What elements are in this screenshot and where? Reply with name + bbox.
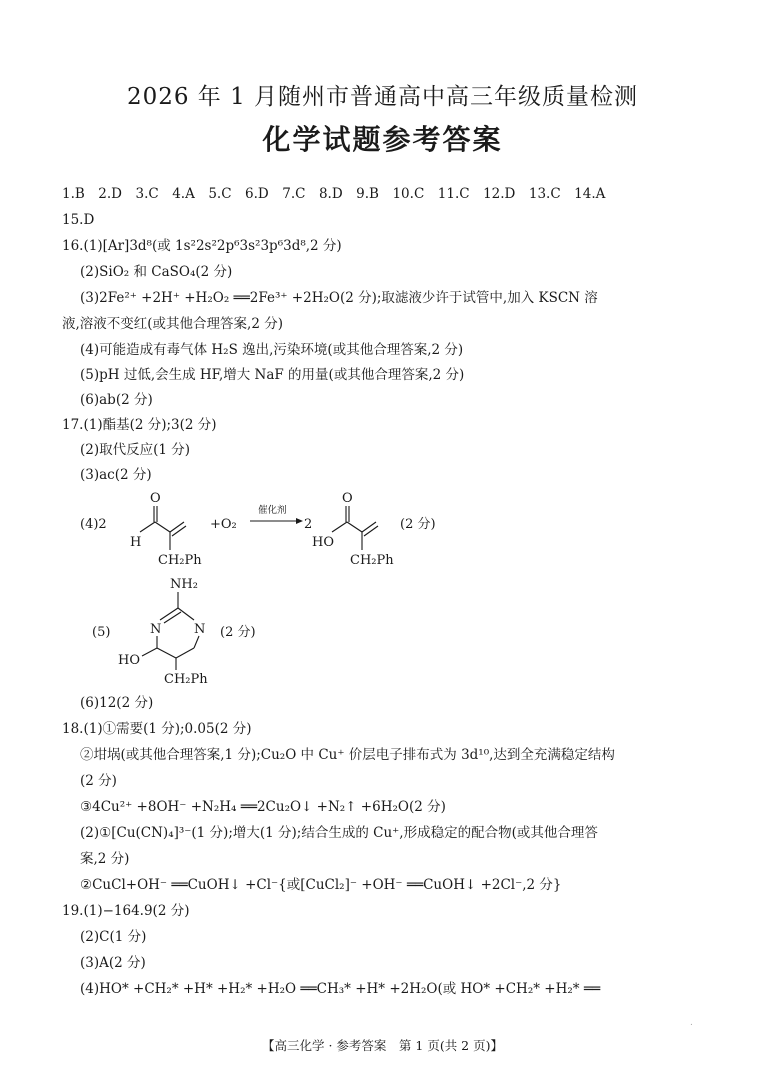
q17-part6: (6)12(2 分) [80,695,154,711]
aldehyde-oxygen: O [150,491,161,506]
q18-part3: ③4Cu²⁺ +8OH⁻ +N₂H₄ ══2Cu₂O↓ +N₂↑ +6H₂O(2 分) [80,799,446,815]
q16-part3a: (3)2Fe²⁺ +2H⁺ +H₂O₂ ══2Fe³⁺ +2H₂O(2 分);取滤液少许于试管中,加入 KSCN 溶 [80,290,598,306]
ring-hydroxyl: HO [118,653,140,668]
ring-nh2: NH₂ [170,577,198,592]
q17-part5-score: (2 分) [220,625,256,640]
q19-part3: (3)A(2 分) [80,955,146,971]
q16-part3b: 液,溶液不变红(或其他合理答案,2 分) [62,316,283,332]
q17-part4-score: (2 分) [400,517,436,532]
q18-part2a: ②坩埚(或其他合理答案,1 分);Cu₂O 中 Cu⁺ 价层电子排布式为 3d¹⁰,达到全充满稳定结构 [80,747,615,763]
ring-ch2ph: CH₂Ph [164,672,208,687]
q19-part4: (4)HO* +CH₂* +H* +H₂* +H₂O ══CH₃* +H* +2H₂O(或 HO* +CH₂* +H₂* ══ [80,981,601,997]
q16-part1: 16.(1)[Ar]3d⁸(或 1s²2s²2p⁶3s²3p⁶3d⁸,2 分) [62,238,342,254]
aldehyde-ch2ph: CH₂Ph [158,553,202,568]
q16-part6: (6)ab(2 分) [80,392,153,408]
q18-part1: 18.(1)①需要(1 分);0.05(2 分) [62,721,252,737]
product-coefficient: 2 [304,517,313,532]
acid-structure [312,491,394,568]
ring-n-left: N [150,622,162,637]
ring-n-right: N [194,622,206,637]
q18-part5: ②CuCl+OH⁻ ══CuOH↓ +Cl⁻{或[CuCl₂]⁻ +OH⁻ ══CuOH↓ +2Cl⁻,2 分} [80,877,562,893]
q16-part5: (5)pH 过低,会生成 HF,增大 NaF 的用量(或其他合理答案,2 分) [80,367,465,383]
oxygen-reagent: +O₂ [210,517,237,532]
q18-part4a: (2)①[Cu(CN)₄]³⁻(1 分);增大(1 分);结合生成的 Cu⁺,形成稳定的配合物(或其他合理答 [80,825,598,841]
page-footer: 【高三化学 · 参考答案 第 1 页(共 2 页)】 [262,1038,503,1053]
acid-ch2ph: CH₂Ph [350,553,394,568]
q17-part5-prefix: (5) [92,625,111,640]
acid-hydroxyl: HO [312,535,334,550]
aldehyde-structure [130,491,202,568]
q17-part4-prefix: (4)2 [80,517,107,532]
answer-title: 化学试题参考答案 [262,123,503,156]
q18-part4b: 案,2 分) [80,851,130,867]
reaction-equation [78,488,478,570]
mc-answers-line2: 15.D [62,212,95,228]
corner-mark: . [690,1018,693,1028]
q17-part1: 17.(1)酯基(2 分);3(2 分) [62,417,217,433]
acid-oxygen: O [342,491,353,506]
q17-part3: (3)ac(2 分) [80,467,152,483]
ring-structure [78,572,298,688]
mc-answers-line1: 1.B 2.D 3.C 4.A 5.C 6.D 7.C 8.D 9.B 10.C 11.C 12.D 13.C 14.A [62,186,606,202]
q19-part1: 19.(1)−164.9(2 分) [62,903,190,919]
exam-title: 2026 年 1 月随州市普通高中高三年级质量检测 [126,84,639,110]
q16-part2: (2)SiO₂ 和 CaSO₄(2 分) [80,264,233,280]
catalyst-label: 催化剂 [258,505,287,516]
q16-part4: (4)可能造成有毒气体 H₂S 逸出,污染环境(或其他合理答案,2 分) [80,342,464,358]
aldehyde-hydrogen: H [130,535,142,550]
q17-part2: (2)取代反应(1 分) [80,442,191,458]
q18-part2b: (2 分) [80,773,117,789]
q19-part2: (2)C(1 分) [80,929,147,945]
